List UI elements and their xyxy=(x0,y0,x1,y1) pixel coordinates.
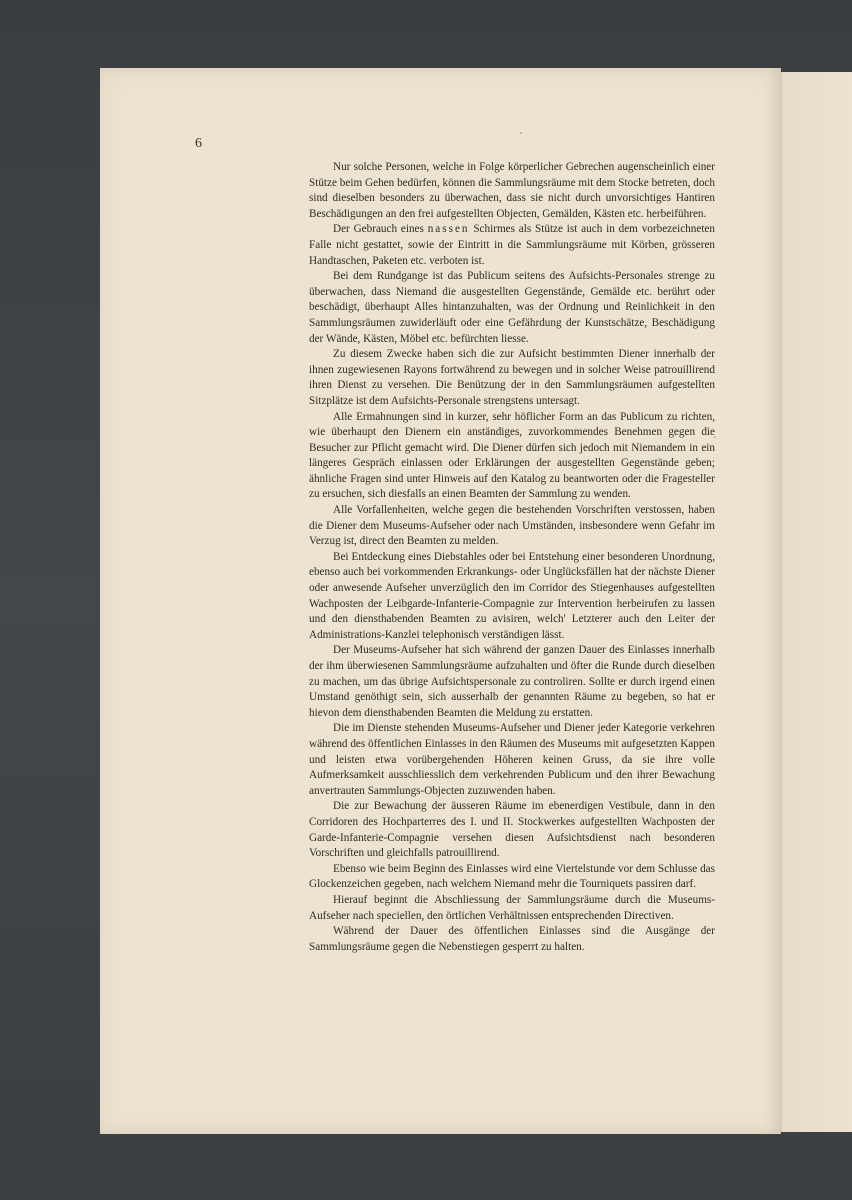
paragraph xyxy=(309,347,715,409)
paragraph-text: Schirmes als Stütze ist auch in dem vorbezeichneten Falle nicht gestattet, sowie der Eintritt in die Sammlungsräume mit Körben, grösseren Handtaschen, Paketen etc. verboten ist. xyxy=(309,223,715,267)
paragraph-text: Der Museums-Aufseher hat sich während der ganzen Dauer des Einlasses innerhalb der ihm überwiesenen Sammlungsräume aufzuhalten und öfter die Runde durch dieselben zu machen, um das übrige Aufsichtspersonale zu controliren. Sollte er durch irgend einen Umstand genöthigt sein, sich ausserhalb der genannten Räume zu begeben, so hat er hievon dem diensthabenden Beamten die Meldung zu erstatten. xyxy=(309,644,715,719)
paragraph-text: Der Gebrauch eines xyxy=(333,223,428,236)
paragraph xyxy=(309,550,715,644)
paragraph xyxy=(309,893,715,924)
paragraph xyxy=(309,503,715,550)
paragraph-text: Die im Dienste stehenden Museums-Aufseher und Diener jeder Kategorie verkehren während des öffentlichen Einlasses in den Räumen des Museums mit aufgesetzten Kappen und leisten etwa vorübergehenden Höheren keinen Gruss, da sie ihre volle Aufmerksamkeit ausschliesslich dem verkehrenden Publicum und den ihrer Bewachung anvertrauten Sammlungs-Objecten zuzuwenden haben. xyxy=(309,722,715,797)
paragraph xyxy=(309,643,715,721)
facing-page-edge xyxy=(780,72,852,1132)
paragraph xyxy=(309,269,715,347)
paragraph-text: Bei dem Rundgange ist das Publicum seitens des Aufsichts-Personales strenge zu überwachen, dass Niemand die ausgestellten Gegenstände, Gemälde etc. berührt oder beschädigt, überhaupt Alles hintanzuhalten, was der Ordnung und Reinlichkeit in den Sammlungsräumen zuwiderläuft oder eine Gefährdung der Kunstschätze, Beschädigung der Wände, Kästen, Möbel etc. befürchten liesse. xyxy=(309,270,715,345)
paragraph-text: Während der Dauer des öffentlichen Einlasses sind die Ausgänge der Sammlungsräume gegen die Nebenstiegen gesperrt zu halten. xyxy=(309,925,715,953)
paper-speck xyxy=(520,132,522,134)
paragraph xyxy=(309,924,715,955)
paragraph xyxy=(309,160,715,222)
paragraph-text: Zu diesem Zwecke haben sich die zur Aufsicht bestimmten Diener innerhalb der ihnen zugewiesenen Rayons fortwährend zu bewegen und in solcher Weise patrouillirend ihren Dienst zu versehen. Die Benützung der in den Sammlungsräumen aufgestellten Sitzplätze ist dem Aufsichts-Personale strengstens untersagt. xyxy=(309,348,715,407)
paragraph xyxy=(309,222,715,269)
emphasized-word: nassen xyxy=(427,223,470,236)
paragraph xyxy=(309,410,715,504)
paragraph-text: Alle Vorfallenheiten, welche gegen die bestehenden Vorschriften verstossen, haben die Diener dem Museums-Aufseher oder nach Umständen, insbesondere wenn Gefahr im Verzug ist, direct den Beamten zu melden. xyxy=(309,504,715,548)
paragraph-text: Hierauf beginnt die Abschliessung der Sammlungsräume durch die Museums-Aufseher nach speciellen, den örtlichen Verhältnissen entsprechenden Directiven. xyxy=(309,893,715,922)
paragraph-text: Die zur Bewachung der äusseren Räume im ebenerdigen Vestibule, dann in den Corridoren des Hochparterres des I. und II. Stockwerkes aufgestellten Wachposten der Garde-Infanterie-Compagnie versehen diesen Aufsichtsdienst nach besonderen Vorschriften und gleichfalls patrouillirend. xyxy=(309,800,715,860)
paragraph-text: Nur solche Personen, welche in Folge körperlicher Gebrechen augenscheinlich einer Stütze beim Gehen bedürfen, können die Sammlungsräume mit dem Stocke betreten, doch sind dieselben besonders zu überwachen, dass sie nicht durch unvorsichtiges Hantiren Beschädigungen an den frei aufgestellten Objecten, Gemälden, Kästen etc. herbeiführen. xyxy=(309,161,715,220)
paragraph xyxy=(309,862,715,893)
page-number: 6 xyxy=(195,136,202,151)
paragraph xyxy=(309,799,715,861)
paragraph-text: Alle Ermahnungen sind in kurzer, sehr höflicher Form an das Publicum zu richten, wie überhaupt den Dienern ein anständiges, zuvorkommendes Benehmen gegen die Besucher zur Pflicht gemacht wird. Die Diener dürfen sich jedoch mit Niemandem in ein längeres Gespräch einlassen oder Erklärungen der ausgestellten Gegenstände geben; ähnliche Fragen sind unter Hinweis auf den Katalog zu beantworten oder die Fragesteller zu ersuchen, sich diesfalls an einen Beamten der Sammlung zu wenden. xyxy=(309,410,715,501)
paragraph-text: Bei Entdeckung eines Diebstahles oder bei Entstehung einer besonderen Unordnung, ebenso auch bei vorkommenden Erkrankungs- oder Unglücksfällen hat der nächste Diener oder anwesende Aufseher unverzüglich den im Corridor des Stiegenhauses aufgestellten Wachposten der Leibgarde-Infanterie-Compagnie zur Intervention herbeirufen zu lassen und den diensthabenden Beamten zu avisiren, welch' Letzterer auch den Leiter der Administrations-Kanzlei telephonisch verständigen lässt. xyxy=(309,550,715,641)
paragraph-text: Ebenso wie beim Beginn des Einlasses wird eine Viertelstunde vor dem Schlusse das Glockenzeichen gegeben, nach welchem Niemand mehr die Tourniquets passiren darf. xyxy=(309,862,715,891)
body-text xyxy=(309,160,715,955)
paragraph xyxy=(309,721,715,799)
